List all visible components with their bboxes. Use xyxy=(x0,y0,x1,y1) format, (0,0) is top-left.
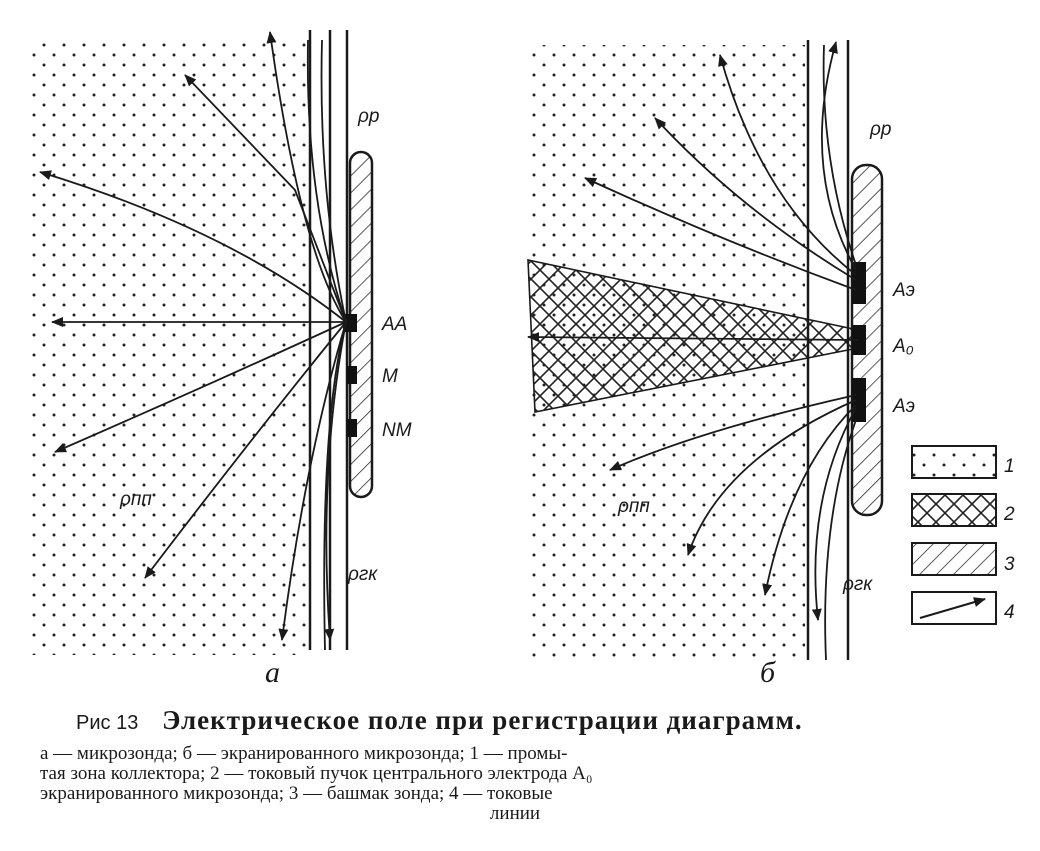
legend-swatch-dots xyxy=(912,446,996,478)
electrode-label-ae-bottom: Aэ xyxy=(893,396,916,417)
figure-caption xyxy=(40,705,1000,824)
panel-a xyxy=(28,30,412,689)
panel-b xyxy=(528,40,915,689)
electrode-label-nm: NM xyxy=(382,420,412,441)
electrode-label-ae-top: Aэ xyxy=(893,280,916,301)
rho-gk-label-a: ρгк xyxy=(348,564,378,585)
caption-line-3: экранированного микрозонда; 3 — башмак зонда; 4 — токовые xyxy=(40,783,553,804)
rho-p-label-b: ρр xyxy=(870,119,892,140)
legend-swatch-hatch xyxy=(912,543,996,575)
rho-p-label-a: ρр xyxy=(358,106,380,127)
legend-swatch-crosshatch xyxy=(912,494,996,526)
electrode-label-aa: AA xyxy=(382,314,408,335)
caption-legend-text xyxy=(40,744,990,824)
legend-num-1: 1 xyxy=(1004,456,1015,477)
legend-num-3: 3 xyxy=(1004,554,1015,575)
electrode-nm xyxy=(347,419,357,437)
legend-num-2: 2 xyxy=(1004,504,1015,525)
electrode-m xyxy=(347,366,357,384)
caption-line-2: тая зона коллектора; 2 — токовый пучок центрального электрода A₀ xyxy=(40,763,593,784)
figure-title: Электрическое поле при регистрации диаграмм. xyxy=(162,705,803,735)
figure-number: Рис 13 xyxy=(76,712,139,734)
panel-label-a: а xyxy=(265,656,280,689)
rho-pp-label-a: ρпп xyxy=(120,489,152,510)
caption-line-4: линии xyxy=(489,803,541,824)
caption-title-line xyxy=(40,705,1000,736)
legend-num-4: 4 xyxy=(1004,602,1015,623)
electrode-label-a0: A₀ xyxy=(893,336,914,357)
rho-pp-label-b: ρпп xyxy=(618,496,650,517)
legend xyxy=(912,446,1015,624)
legend-arrow-icon xyxy=(920,599,985,618)
electrode-label-m: M xyxy=(382,366,398,387)
panel-label-b: б xyxy=(760,656,776,689)
caption-line-1: а — микрозонда; б — экранированного микрозонда; 1 — промы- xyxy=(40,743,568,764)
rho-gk-label-b: ρгк xyxy=(843,574,873,595)
flushed-zone-a xyxy=(28,40,306,655)
